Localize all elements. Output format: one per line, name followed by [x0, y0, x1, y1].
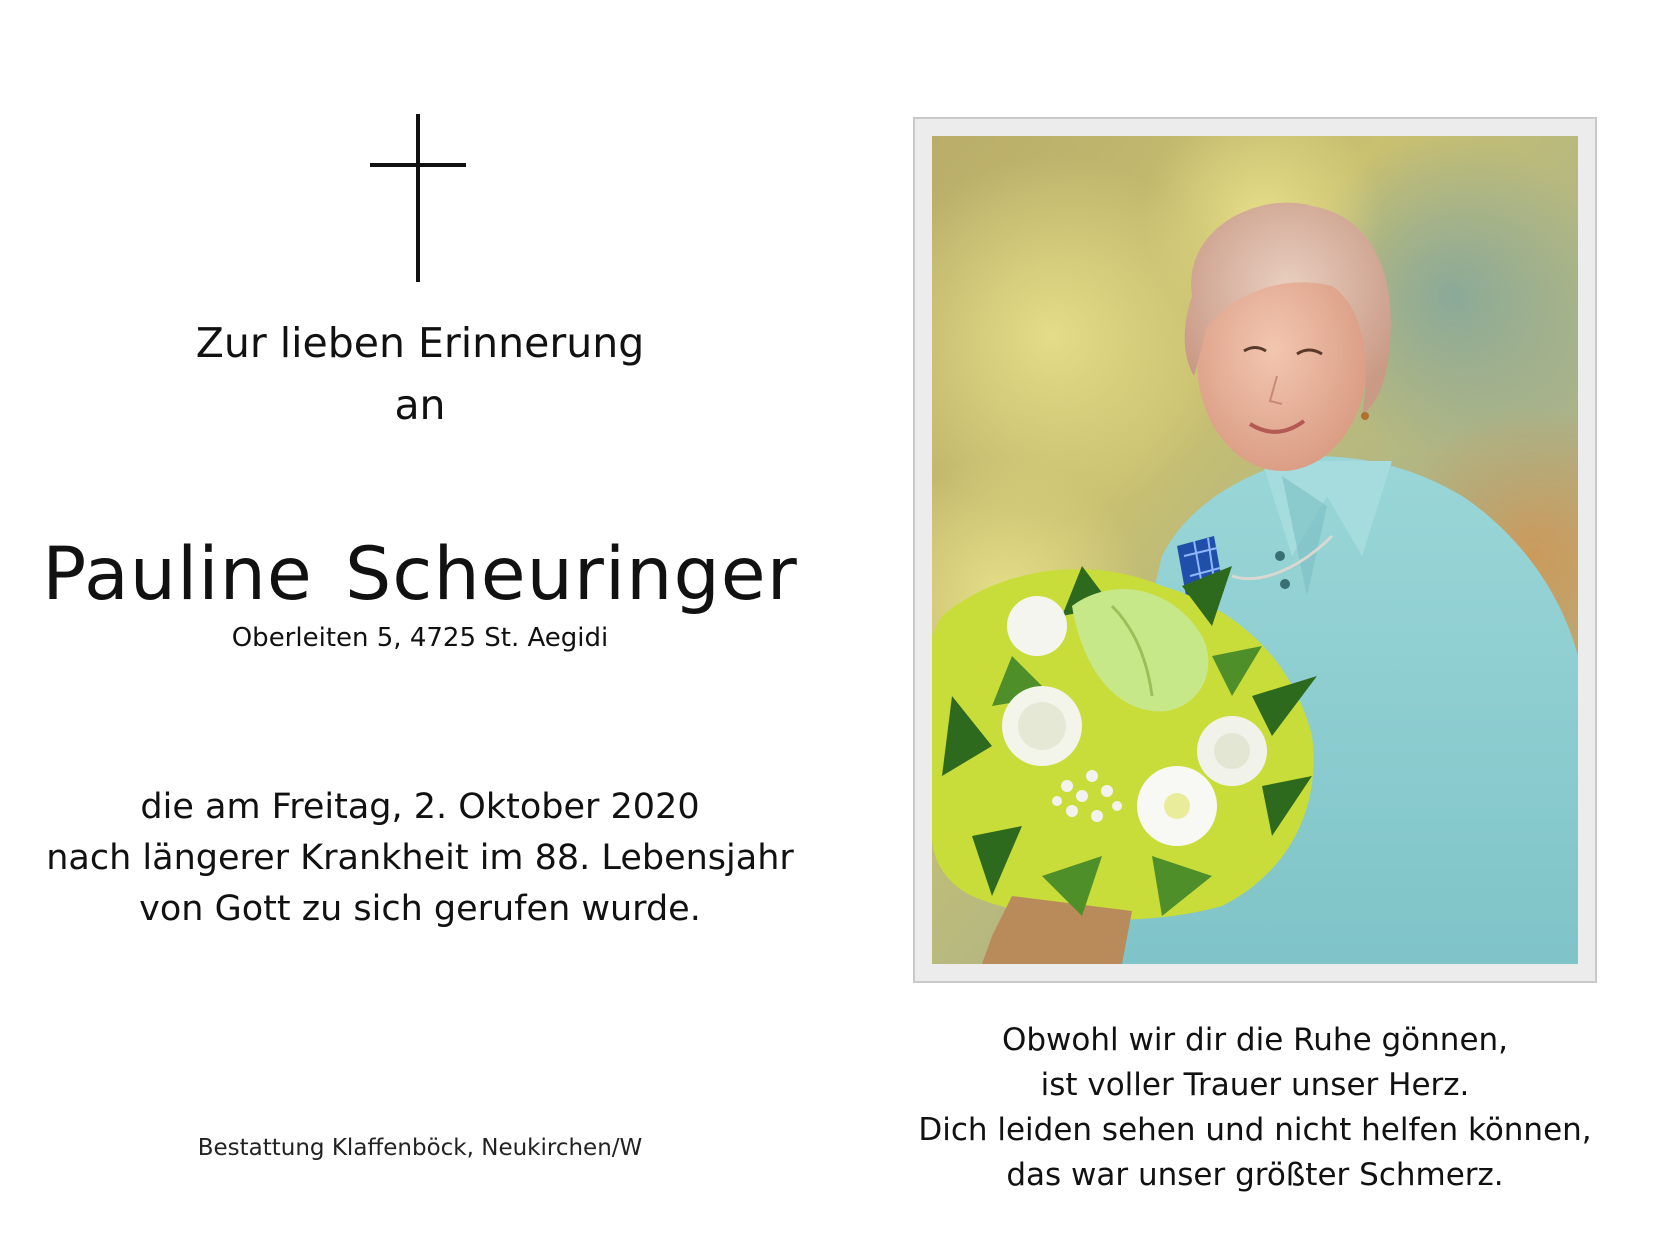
memorial-verse	[880, 1018, 1630, 1198]
portrait-photo	[932, 136, 1578, 964]
verse-line: das war unser größter Schmerz.	[1006, 1157, 1504, 1193]
greeting-line: Zur lieben Erinnerung	[195, 319, 645, 367]
verse-line: Obwohl wir dir die Ruhe gönnen,	[1001, 1022, 1509, 1058]
death-notice-line: von Gott zu sich gerufen wurde.	[139, 889, 701, 929]
death-notice-line: die am Freitag, 2. Oktober 2020	[140, 787, 700, 827]
verse-line: ist voller Trauer unser Herz.	[1040, 1067, 1470, 1103]
cross-icon	[370, 114, 466, 282]
greeting	[0, 312, 840, 436]
portrait-frame	[913, 117, 1597, 983]
undertaker-credit: Bestattung Klaffenböck, Neukirchen/W	[197, 1135, 643, 1161]
greeting-line-an: an	[394, 381, 446, 429]
deceased-address: Oberleiten 5, 4725 St. Aegidi	[231, 623, 609, 653]
death-notice	[0, 782, 840, 935]
death-notice-line: nach längerer Krankheit im 88. Lebensjahr	[46, 838, 794, 878]
deceased-name: Pauline Scheuringer	[42, 532, 798, 617]
verse-line: Dich leiden sehen und nicht helfen können,	[918, 1112, 1592, 1148]
